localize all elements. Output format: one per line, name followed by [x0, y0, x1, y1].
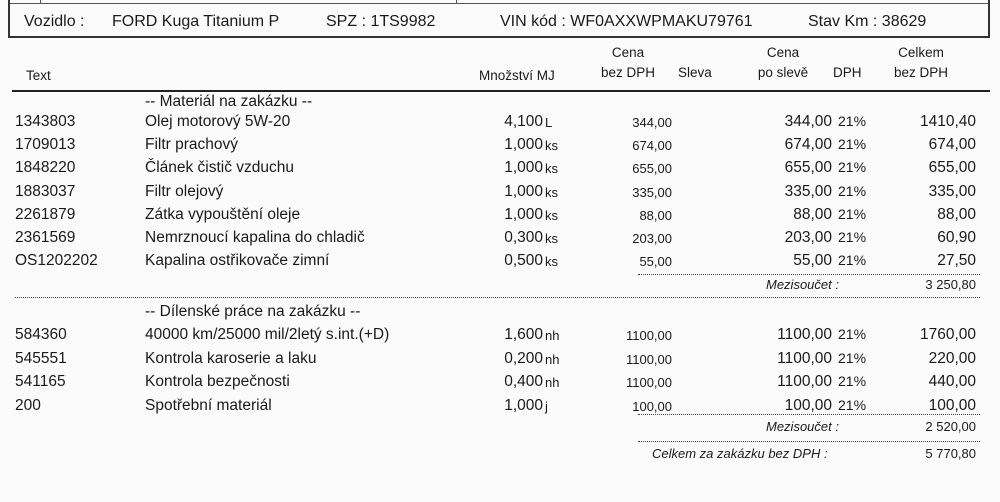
item-qty: 1,600 [504, 326, 543, 343]
item-unit: ks [545, 254, 558, 270]
item-vat: 21% [838, 229, 867, 245]
header-total-1: Celkem [898, 45, 944, 60]
vehicle-km: Stav Km : 38629 [808, 13, 927, 30]
item-qty: 1,000 [504, 205, 543, 223]
header-qty: Množství MJ [479, 68, 555, 83]
item-price-after-discount: 674,00 [784, 136, 832, 154]
item-vat: 21% [838, 136, 867, 153]
item-price-after-discount: 203,00 [784, 229, 832, 246]
item-name: Nemrznoucí kapalina do chladič [145, 229, 365, 246]
item-name: Kontrola karoserie a laku [145, 349, 317, 367]
item-name: 40000 km/25000 mil/2letý s.int.(+D) [145, 326, 390, 343]
table-row [0, 397, 1000, 420]
grand-total-label: Celkem za zakázku bez DPH : [652, 446, 828, 461]
item-total: 655,00 [928, 159, 976, 177]
labor-subtotal-label: Mezisoučet : [766, 419, 839, 434]
item-price: 1100,00 [625, 351, 672, 367]
header-vat: DPH [833, 65, 862, 80]
item-vat: 21% [838, 159, 867, 176]
item-unit: ks [545, 138, 558, 154]
header-text: Text [26, 68, 51, 83]
vehicle-info-box [8, 0, 990, 38]
subtotal-divider [638, 274, 980, 275]
item-price: 1100,00 [625, 375, 672, 390]
table-row [0, 373, 1000, 396]
item-total: 60,90 [937, 229, 976, 246]
item-total: 88,00 [937, 205, 976, 223]
item-total: 1760,00 [919, 326, 976, 343]
item-unit: nh [545, 351, 560, 367]
item-total: 335,00 [928, 182, 976, 200]
item-qty: 0,500 [504, 252, 543, 270]
labor-subtotal-value: 2 520,00 [925, 419, 976, 434]
item-code: 1883037 [15, 182, 76, 200]
table-row [0, 252, 1000, 275]
header-price-1: Cena [611, 45, 645, 60]
item-price: 344,00 [632, 115, 672, 130]
item-unit: ks [545, 161, 558, 177]
item-name: Článek čistič vzduchu [145, 159, 295, 177]
labor-section-title: -- Dílenské práce na zakázku -- [145, 303, 361, 320]
item-unit: j [545, 398, 548, 414]
item-code: OS1202202 [15, 252, 98, 270]
item-name: Spotřební materiál [145, 396, 272, 414]
item-qty: 1,000 [504, 159, 543, 177]
item-code: 1848220 [15, 159, 76, 177]
item-price-after-discount: 655,00 [784, 159, 832, 177]
item-qty: 0,400 [504, 373, 543, 390]
table-row [0, 136, 1000, 159]
item-vat: 21% [838, 113, 867, 129]
table-row [0, 350, 1000, 373]
item-unit: ks [545, 184, 558, 200]
item-total: 220,00 [928, 349, 976, 367]
item-name: Filtr prachový [145, 136, 239, 154]
item-vat: 21% [838, 252, 867, 269]
item-code: 584360 [15, 326, 67, 343]
table-row [0, 206, 1000, 229]
item-name: Kapalina ostřikovače zimní [145, 252, 330, 270]
header-total-2: bez DPH [893, 65, 949, 80]
material-subtotal-value: 3 250,80 [925, 277, 976, 292]
item-unit: nh [545, 328, 560, 343]
item-price-after-discount: 88,00 [793, 205, 832, 223]
divider-tick [456, 0, 457, 4]
item-vat: 21% [838, 396, 867, 413]
item-code: 545551 [15, 349, 67, 367]
item-price: 674,00 [632, 138, 672, 154]
item-price-after-discount: 1100,00 [777, 373, 832, 390]
item-qty: 1,000 [504, 136, 543, 154]
vehicle-vin: VIN kód : WF0AXXWPMAKU79761 [500, 13, 753, 30]
item-vat: 21% [838, 182, 867, 199]
table-row [0, 159, 1000, 182]
item-total: 100,00 [928, 396, 976, 414]
total-divider [638, 441, 980, 442]
item-code: 1343803 [15, 113, 76, 130]
item-price-after-discount: 344,00 [784, 113, 832, 130]
item-vat: 21% [838, 205, 867, 222]
item-code: 2261879 [15, 205, 76, 223]
item-qty: 1,000 [504, 182, 543, 200]
item-price: 335,00 [632, 184, 672, 200]
item-unit: ks [545, 207, 558, 223]
divider-tick [40, 0, 41, 4]
item-total: 27,50 [937, 252, 976, 270]
item-price-after-discount: 1100,00 [777, 349, 832, 367]
item-vat: 21% [838, 349, 867, 366]
vehicle-plate: SPZ : 1TS9982 [326, 13, 436, 30]
item-name: Olej motorový 5W-20 [145, 113, 291, 130]
subtotal-divider [638, 414, 980, 415]
table-row [0, 113, 1000, 136]
header-after-2: po slevě [757, 65, 809, 80]
table-row [0, 229, 1000, 252]
item-unit: L [545, 115, 553, 130]
header-rule [12, 90, 990, 92]
item-price-after-discount: 335,00 [784, 182, 832, 200]
item-code: 541165 [15, 373, 66, 390]
material-section-title: -- Materiál na zakázku -- [145, 93, 313, 110]
top-rule [10, 3, 988, 4]
item-price: 88,00 [639, 207, 672, 223]
item-unit: ks [545, 231, 558, 246]
header-discount: Sleva [678, 65, 712, 80]
item-qty: 0,200 [504, 349, 543, 367]
item-code: 1709013 [15, 136, 76, 154]
item-name: Kontrola bezpečnosti [145, 373, 290, 390]
header-price-2: bez DPH [600, 65, 656, 80]
item-code: 200 [15, 396, 41, 414]
item-qty: 4,100 [504, 113, 543, 130]
item-price-after-discount: 55,00 [793, 252, 832, 270]
item-price-after-discount: 100,00 [784, 396, 832, 414]
table-row [0, 326, 1000, 349]
item-qty: 0,300 [504, 229, 543, 246]
item-price: 55,00 [639, 254, 672, 270]
item-vat: 21% [838, 373, 867, 389]
item-price: 203,00 [632, 231, 672, 246]
material-subtotal-label: Mezisoučet : [766, 277, 839, 292]
item-unit: nh [545, 375, 560, 390]
header-after-1: Cena [766, 45, 800, 60]
item-total: 674,00 [928, 136, 976, 154]
item-qty: 1,000 [504, 396, 543, 414]
table-row [0, 183, 1000, 206]
item-total: 440,00 [928, 373, 976, 390]
item-price-after-discount: 1100,00 [777, 326, 832, 343]
grand-total-value: 5 770,80 [925, 446, 976, 461]
item-price: 655,00 [632, 161, 672, 177]
vehicle-model: FORD Kuga Titanium P [112, 13, 280, 30]
item-total: 1410,40 [919, 113, 976, 130]
item-code: 2361569 [15, 229, 76, 246]
item-price: 100,00 [632, 398, 672, 414]
item-price: 1100,00 [625, 328, 672, 343]
item-name: Zátka vypouštění oleje [145, 205, 301, 223]
section-divider [15, 297, 980, 298]
vehicle-label: Vozidlo : [24, 13, 85, 30]
item-vat: 21% [838, 326, 867, 342]
item-name: Filtr olejový [145, 182, 224, 200]
